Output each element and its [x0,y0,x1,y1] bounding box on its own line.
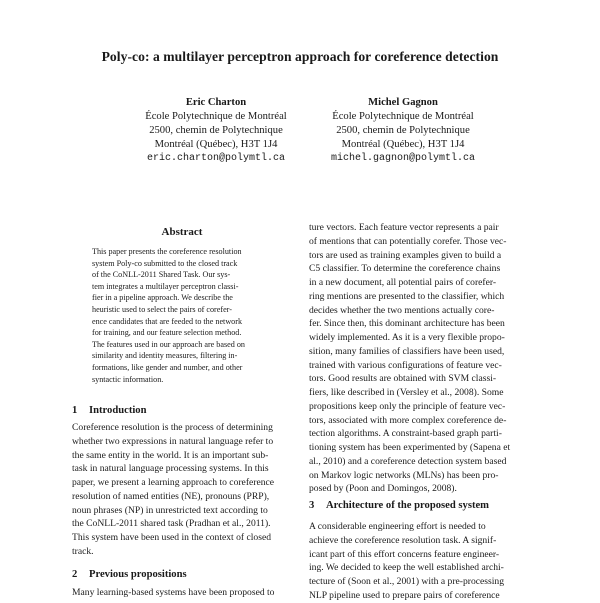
text-line: task in natural language processing systems. In this [72,463,269,475]
author-name: Michel Gagnon [368,97,438,108]
section-heading [72,405,147,416]
text-line: ence candidates that are feeded to the network [92,316,243,326]
section-body [72,421,294,559]
text-line: This system have been used in the context of closed [72,532,272,543]
text-line: propositions keep only the principle of feature vec- [309,400,506,412]
section-number: 2 [72,569,78,580]
author-address-line: Montréal (Québec), H3T 1J4 [154,139,278,150]
text-line: tors, associated with more complex coreference de- [309,414,507,426]
text-line: for training, and our feature selection method. [92,328,242,338]
text-line: the CoNLL-2011 shared task (Pradhan et al., 2011). [72,518,271,530]
author-address-line: Montréal (Québec), H3T 1J4 [341,139,465,150]
text-line: on Markov logic networks (MLNs) has been pro- [309,469,499,481]
text-line: syntactic information. [92,374,164,384]
section-heading [72,569,187,580]
text-line: tection algorithms. A constraint-based graph parti- [309,428,502,440]
author-email: michel.gagnon@polymtl.ca [330,153,476,164]
text-line: trained with various configurations of feature vec- [309,359,502,371]
text-line: ing. We decided to keep the well established archi- [309,562,504,574]
text-line: of mentions that can potentially corefer. Those vec- [309,235,507,247]
text-line: fer. Since then, this dominant architecture has been [309,318,505,330]
text-line: tors. Good results are obtained with SVM classi- [309,373,497,385]
text-line: fiers, like described in (Versley et al., 2008). Some [309,387,504,398]
text-line: ring mentions are presented to the classifier, which [309,290,505,302]
text-line: decides whether the two mentions actually core- [309,304,495,316]
author-address-line: 2500, chemin de Polytechnique [149,125,283,136]
text-line: system Poly-co submitted to the closed track [92,258,238,268]
text-line: similarity and identity measures, filtering in- [92,351,238,361]
text-line: track. [72,545,94,557]
author-block-2 [293,96,513,166]
paper-title: Poly-co: a multilayer perceptron approach for coreference detection [101,49,499,64]
section-body [309,520,531,603]
section-body [309,221,531,496]
text-line: al., 2010) and a coreference detection system based [309,455,507,467]
text-line: fier in a pipeline approach. We describe the [92,293,233,303]
text-line: tem integrates a multilayer perceptron classi- [92,281,239,291]
text-line: Coreference resolution is the process of determining [72,422,273,433]
text-line: tors are used as training examples given to build a [309,249,502,261]
author-affiliation: École Polytechnique de Montréal [332,111,474,122]
text-line: of the CoNLL-2011 Shared Task. Our sys- [92,270,231,280]
text-line: NLP pipeline used to prepare pairs of coreference [309,589,500,601]
text-line: icant part of this effort concerns feature engineer- [309,548,500,560]
author-address-line: 2500, chemin de Polytechnique [336,125,470,136]
abstract-body [92,246,272,385]
text-line: A considerable engineering effort is needed to [309,521,486,532]
text-line: This paper presents the coreference resolution [92,247,242,256]
text-line: achieve the coreference resolution task. A signif- [309,534,497,546]
abstract-heading: Abstract [161,226,203,238]
text-line: formations, like gender and number, and other [92,362,243,372]
section-number: 3 [309,500,315,511]
text-line: tecture of (Soon et al., 2001) with a pre-processing [309,576,505,587]
author-email: eric.charton@polymtl.ca [146,153,286,164]
text-line: the same entity in the world. It is an important sub- [72,449,269,461]
text-line: posed by (Poon and Domingos, 2008). [309,483,457,495]
author-name: Eric Charton [185,97,247,108]
text-line: noun phrases (NP) in unrestricted text according to [72,504,268,516]
section-title: Architecture of the proposed system [326,500,490,511]
text-line: resolution of named entities (NE), pronouns (PRP), [72,490,270,502]
text-line: The features used in our approach are based on [92,339,245,349]
section-title: Previous propositions [89,569,187,580]
text-line: widely implemented. As it is a very flexible propo- [309,332,505,343]
text-line: ture vectors. Each feature vector represents a pair [309,222,499,233]
section-title: Introduction [89,405,147,416]
text-line: whether two expressions in natural language refer to [72,435,274,447]
section-number: 1 [72,405,78,416]
text-line: Many learning-based systems have been proposed to [72,587,275,598]
text-line: tioning system has been experimented by (Sapena et [309,442,511,453]
section-heading [309,500,489,511]
author-affiliation: École Polytechnique de Montréal [145,111,287,122]
text-line: C5 classifier. To determine the coreference chains [309,263,501,275]
section-body [72,586,294,600]
text-line: in a new document, all potential pairs of corefer- [309,277,497,288]
text-line: sition, many families of classifiers have been used, [309,345,505,357]
text-line: heuristic used to select the pairs of corefer- [92,304,232,314]
text-line: paper, we present a learning approach to coreference [72,477,275,488]
